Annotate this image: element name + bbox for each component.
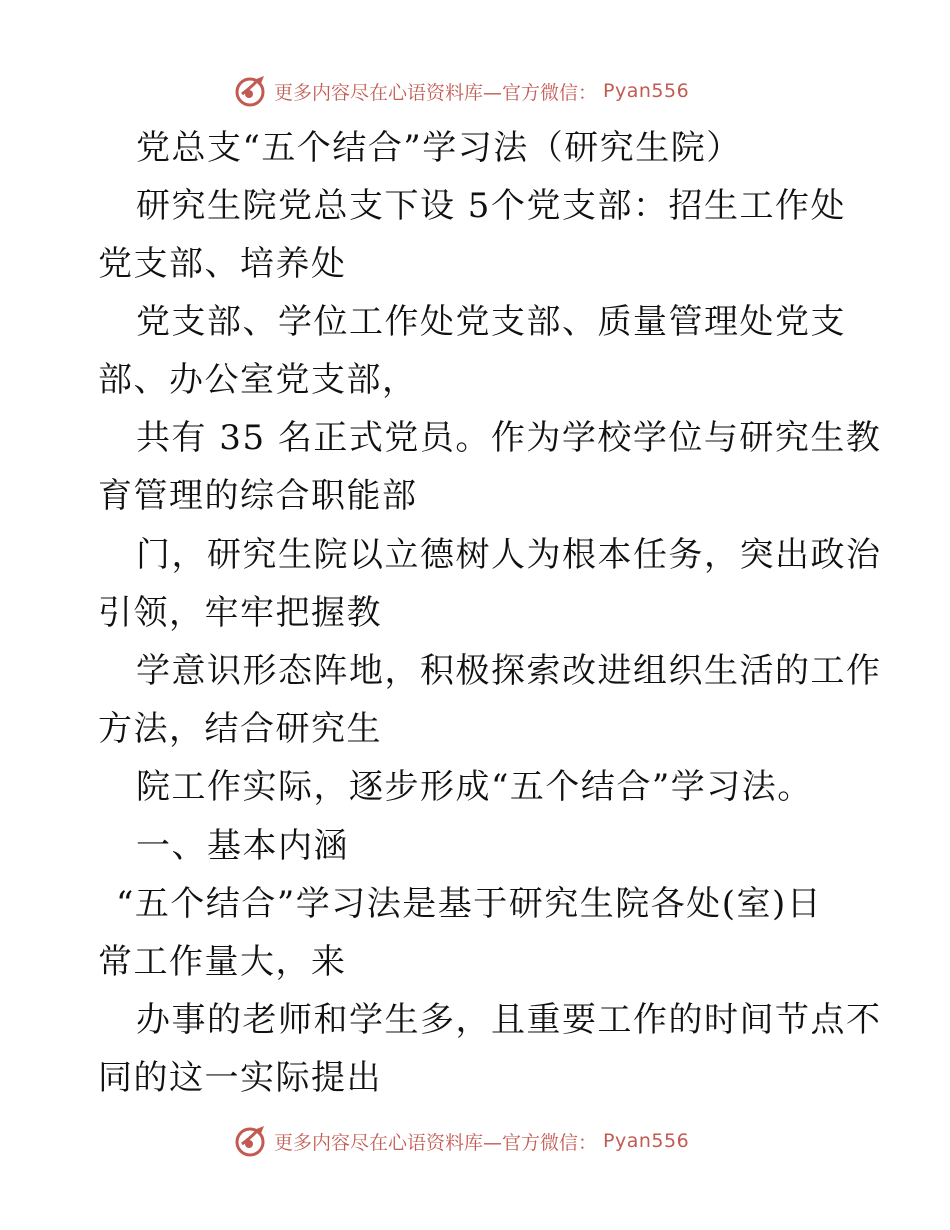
paragraph-line: 院工作实际，逐步形成“五个结合”学习法。 xyxy=(136,767,813,807)
paragraph-line: 常工作量大，来 xyxy=(98,942,347,982)
paragraph-line: 同的这一实际提出 xyxy=(98,1058,382,1098)
pen-logo-icon xyxy=(234,74,268,108)
document-title: 党总支“五个结合”学习法（研究生院） xyxy=(136,128,742,168)
paragraph-line: 方法，结合研究生 xyxy=(98,709,382,749)
paragraph-line: “五个结合”学习法是基于研究生院各处(室)日 xyxy=(116,884,823,924)
pen-logo-icon xyxy=(234,1124,268,1158)
watermark-text: 更多内容尽在心语资料库—官方微信： xyxy=(274,1131,598,1154)
paragraph-line: 共有 35 名正式党员。作为学校学位与研究生教 xyxy=(136,418,882,458)
paragraph-line: 办事的老师和学生多，且重要工作的时间节点不 xyxy=(136,1000,882,1040)
paragraph-line: 门，研究生院以立德树人为根本任务，突出政治 xyxy=(136,535,882,575)
paragraph-line: 党支部、学位工作处党支部、质量管理处党支 xyxy=(136,302,846,342)
paragraph-line: 党支部、培养处 xyxy=(98,244,347,284)
paragraph-line: 学意识形态阵地，积极探索改进组织生活的工作 xyxy=(136,651,882,691)
section-heading: 一、基本内涵 xyxy=(136,826,349,866)
paragraph-line: 研究生院党总支下设 5个党支部：招生工作处 xyxy=(136,186,846,226)
watermark-id: Pyan556 xyxy=(603,80,690,102)
watermark-text: 更多内容尽在心语资料库—官方微信： xyxy=(274,81,598,104)
watermark-id: Pyan556 xyxy=(603,1130,690,1152)
paragraph-line: 育管理的综合职能部 xyxy=(98,476,418,516)
paragraph-line: 部、办公室党支部， xyxy=(98,360,418,400)
header-watermark xyxy=(234,74,689,108)
paragraph-line: 引领，牢牢把握教 xyxy=(98,593,382,633)
footer-watermark xyxy=(234,1124,689,1158)
